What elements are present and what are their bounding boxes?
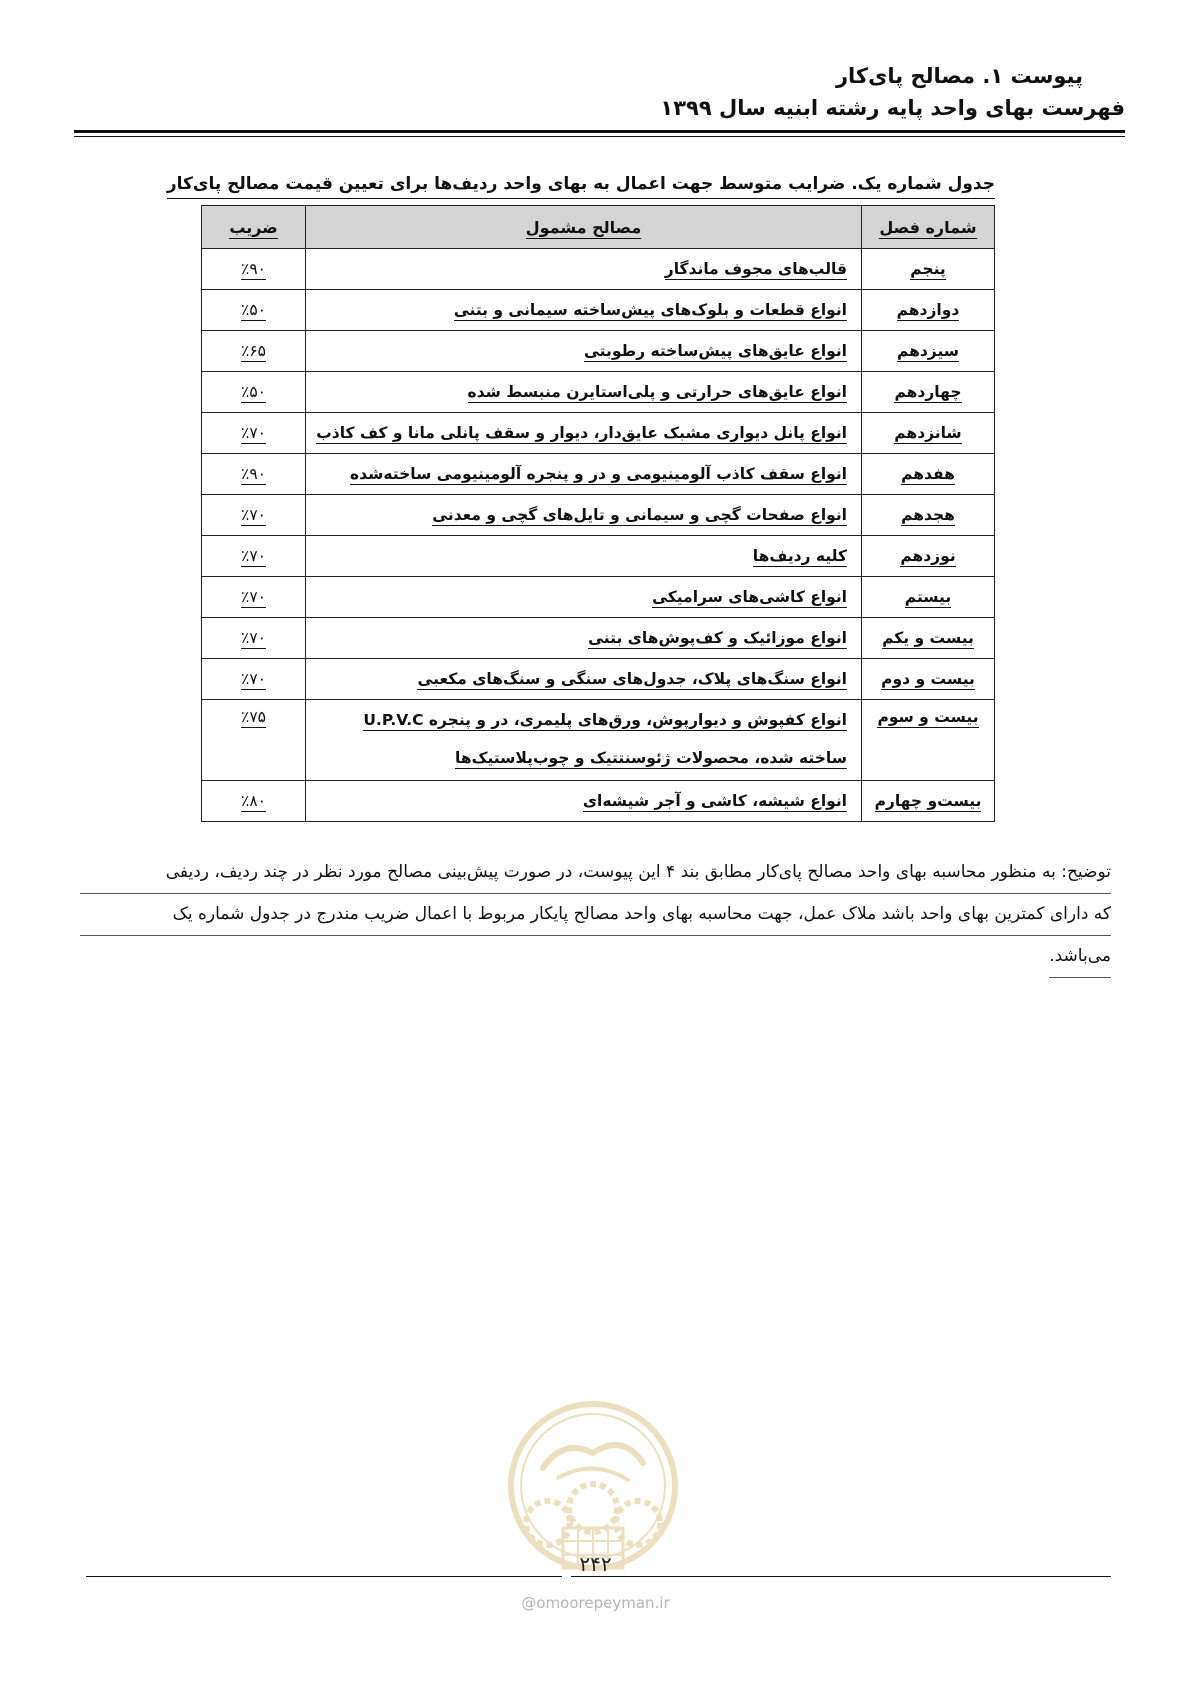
- table-row: [202, 495, 995, 536]
- materials-cell: انواع شیشه، کاشی و آجر شیشه‌ای: [306, 781, 862, 822]
- materials-cell: قالب‌های مجوف ماندگار: [306, 249, 862, 290]
- table-row: [202, 536, 995, 577]
- materials-cell: انواع پانل دیواری مشبک عایق‌دار، دیوار و سقف پانلی مانا و کف کاذب: [306, 413, 862, 454]
- chapter-cell: نوزدهم: [862, 536, 995, 577]
- table-row: [202, 618, 995, 659]
- header-chapter: شماره فصل: [862, 206, 995, 249]
- chapter-cell: بیست و دوم: [862, 659, 995, 700]
- table-row: [202, 372, 995, 413]
- materials-cell: انواع عایق‌های حرارتی و پلی‌استایرن منبسط شده: [306, 372, 862, 413]
- coefficient-cell: ٪۷۰: [202, 536, 306, 577]
- table-row: [202, 659, 995, 700]
- materials-cell: انواع صفحات گچی و سیمانی و تایل‌های گچی و معدنی: [306, 495, 862, 536]
- coefficient-cell: ٪۷۰: [202, 495, 306, 536]
- note-line-1: توضیح: به منظور محاسبه بهای واحد مصالح پای‌کار مطابق بند ۴ این پیوست، در صورت پیش‌بینی مصالح مورد نظر در چند ردیف، ردیفی: [80, 852, 1111, 894]
- document-title: فهرست بهای واحد پایه رشته ابنیه سال ۱۳۹۹: [660, 96, 1125, 120]
- chapter-cell: دوازدهم: [862, 290, 995, 331]
- chapter-cell: بیست‌و چهارم: [862, 781, 995, 822]
- materials-cell: انواع عایق‌های پیش‌ساخته رطوبتی: [306, 331, 862, 372]
- chapter-cell: بیست و یکم: [862, 618, 995, 659]
- coefficient-cell: ٪۸۰: [202, 781, 306, 822]
- table-row: [202, 249, 995, 290]
- page-header: [66, 60, 1125, 124]
- note-line-3: می‌باشد.: [1049, 936, 1111, 978]
- table-row: [202, 781, 995, 822]
- materials-cell: انواع سقف کاذب آلومینیومی و در و پنجره آلومینیومی ساخته‌شده: [306, 454, 862, 495]
- chapter-cell: سیزدهم: [862, 331, 995, 372]
- materials-cell: انواع سنگ‌های پلاک، جدول‌های سنگی و سنگ‌های مکعبی: [306, 659, 862, 700]
- chapter-cell: هفدهم: [862, 454, 995, 495]
- materials-cell: انواع قطعات و بلوک‌های پیش‌ساخته سیمانی و بتنی: [306, 290, 862, 331]
- table-row: [202, 454, 995, 495]
- table-row: [202, 413, 995, 454]
- footer-rule-left: [86, 1576, 562, 1577]
- page-number: ۲۴۲: [579, 1552, 612, 1576]
- footer-rule-right: [571, 1576, 1111, 1577]
- coefficient-cell: ٪۵۰: [202, 372, 306, 413]
- note-line-2: که دارای کمترین بهای واحد باشد ملاک عمل، جهت محاسبه بهای واحد مصالح پایکار مربوط با اعمال ضریب مندرج در جدول شماره یک: [80, 894, 1111, 936]
- chapter-cell: چهاردهم: [862, 372, 995, 413]
- coefficient-cell: ٪۶۵: [202, 331, 306, 372]
- coefficient-cell: ٪۷۵: [202, 700, 306, 781]
- coefficient-cell: ٪۹۰: [202, 454, 306, 495]
- materials-cell: انواع موزائیک و کف‌پوش‌های بتنی: [306, 618, 862, 659]
- table-header-row: [202, 206, 995, 249]
- materials-cell: کلیه ردیف‌ها: [306, 536, 862, 577]
- chapter-cell: شانزدهم: [862, 413, 995, 454]
- table-row: [202, 290, 995, 331]
- coefficient-cell: ٪۷۰: [202, 577, 306, 618]
- chapter-cell: پنجم: [862, 249, 995, 290]
- coefficient-cell: ٪۵۰: [202, 290, 306, 331]
- header-rule-thin: [74, 136, 1125, 137]
- table-caption: جدول شماره یک. ضرایب متوسط جهت اعمال به بهای واحد ردیف‌ها برای تعیین قیمت مصالح پای‌کار: [167, 172, 995, 199]
- table-row: [202, 331, 995, 372]
- coefficient-cell: ٪۷۰: [202, 413, 306, 454]
- chapter-cell: هجدهم: [862, 495, 995, 536]
- header-materials: مصالح مشمول: [306, 206, 862, 249]
- chapter-cell: بیست و سوم: [862, 700, 995, 781]
- header-coefficient: ضریب: [202, 206, 306, 249]
- website-watermark: @omoorepeyman.ir: [521, 1594, 670, 1612]
- coefficient-cell: ٪۹۰: [202, 249, 306, 290]
- table-row: [202, 700, 995, 781]
- table-row: [202, 577, 995, 618]
- header-rule-thick: [74, 130, 1125, 133]
- explanatory-note: [80, 852, 1111, 978]
- chapter-cell: بیستم: [862, 577, 995, 618]
- materials-cell: انواع کفپوش و دیوارپوش، ورق‌های پلیمری، در و پنجره U.P.V.C ساخته شده، محصولات ژئوسنتتیک و چوب‌پلاستیک‌ها: [306, 700, 862, 781]
- coefficient-table: [201, 205, 995, 822]
- coefficient-cell: ٪۷۰: [202, 659, 306, 700]
- appendix-title: پیوست ۱. مصالح پای‌کار: [835, 64, 1083, 88]
- materials-cell: انواع کاشی‌های سرامیکی: [306, 577, 862, 618]
- coefficient-cell: ٪۷۰: [202, 618, 306, 659]
